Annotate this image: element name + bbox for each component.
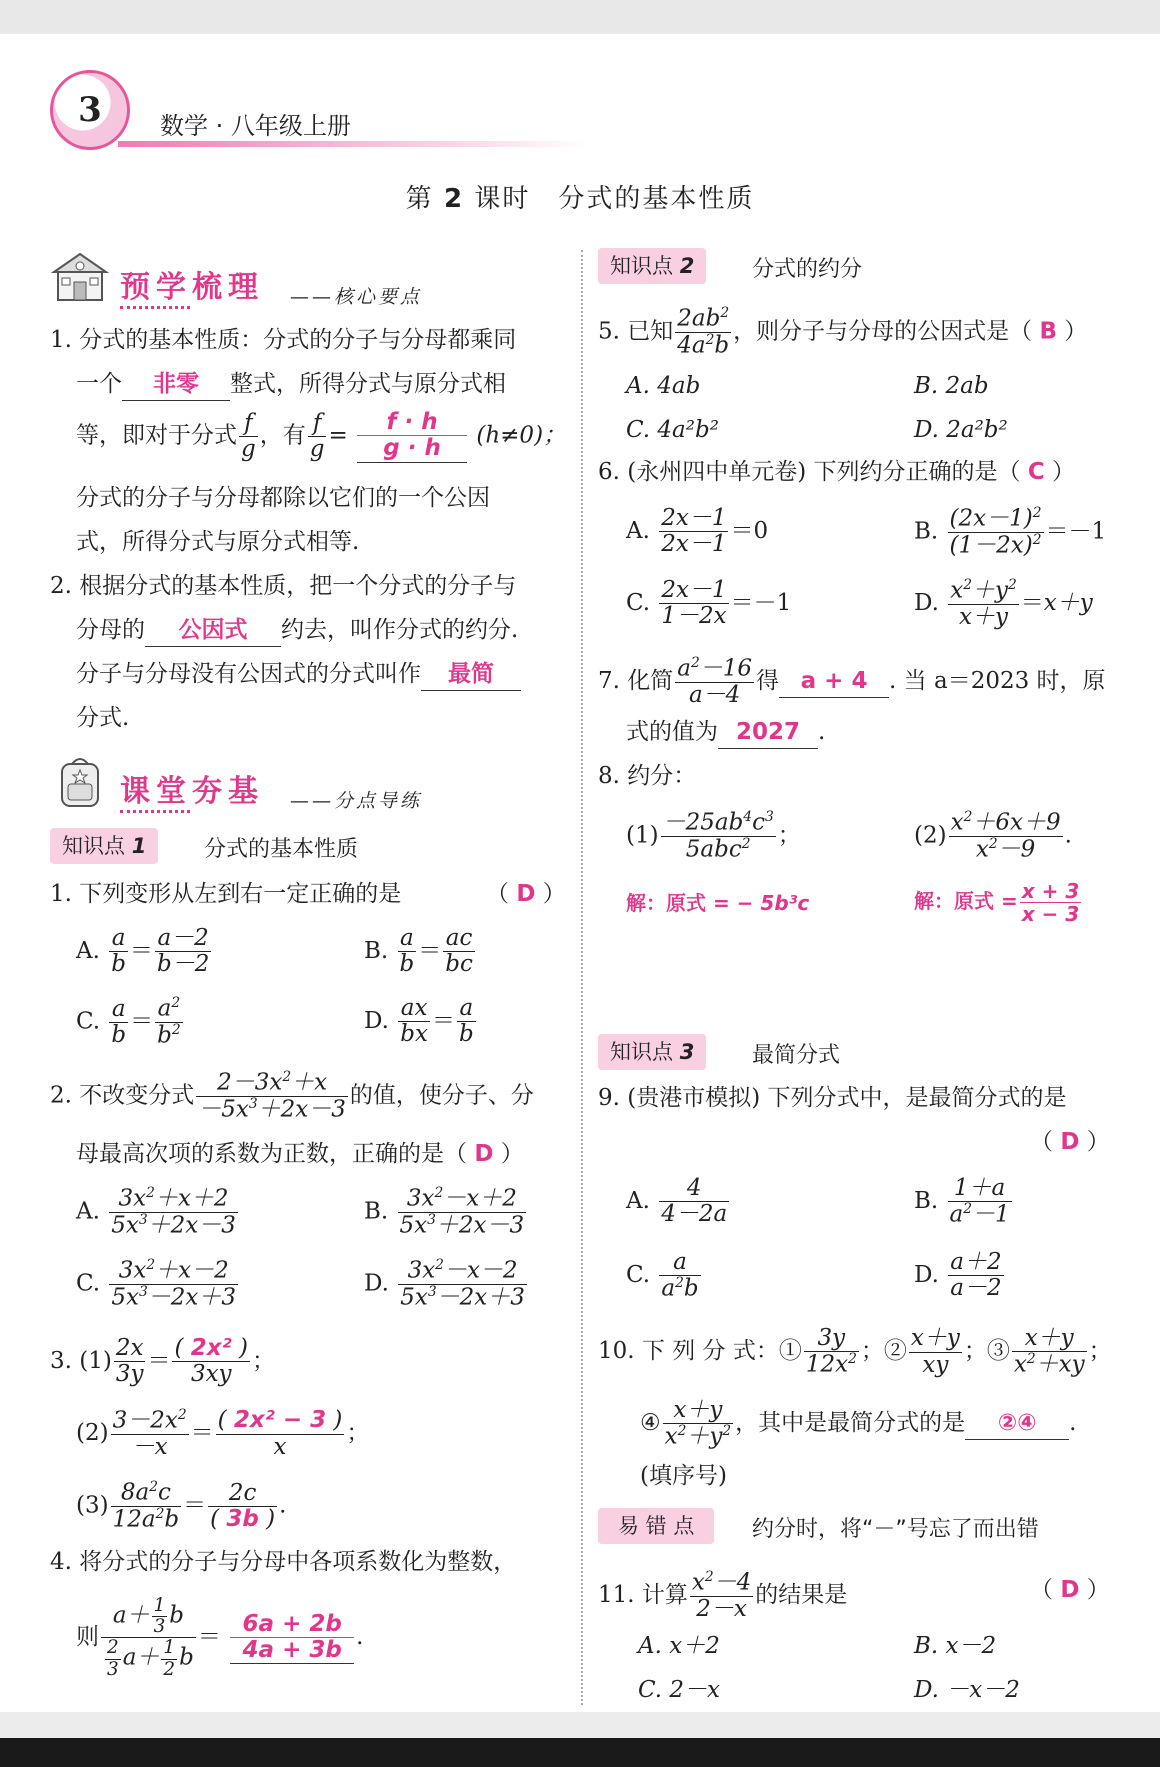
error-point-tag: 易 错 点 <box>598 1508 714 1544</box>
q8-part2: (2) $\frac{x^2+6x+9}{x^2-9}$ . <box>914 809 1072 863</box>
q8-solution1: 解：原式 = − 5b³c <box>626 891 810 915</box>
blank-fraction-answer: $\frac{f \cdot h}{g \cdot h}$ <box>357 410 467 463</box>
classroom-section-title: 课堂夯基 <box>120 766 264 810</box>
preview-item1-line5: 式，所得分式与原分式相等. <box>76 529 360 555</box>
header-rule <box>118 141 588 147</box>
preview-item2-line1: 2. 根据分式的基本性质，把一个分式的分子与 <box>50 573 517 599</box>
q9-option-c: C. $\frac{a}{a^2b}$ <box>626 1249 699 1302</box>
q9-stem: 9. (贵港市模拟) 下列分式中，是最简分式的是 <box>598 1085 1067 1111</box>
knowledge-point-1-tag: 知识点 1 <box>50 828 158 864</box>
q3-part2: (2) $\frac{3-2x^2}{-x}$ ＝ $\frac{\text{( 2x² − 3 )}}{x}$ ； <box>76 1407 370 1460</box>
q6-option-b: B. $\frac{(2x-1)^2}{(1-2x)^2}$ ＝－1 <box>914 505 1107 559</box>
q7-answer1: a + 4 <box>779 667 889 698</box>
knowledge-point-3-title: 最简分式 <box>752 1043 841 1068</box>
preview-item1-line4: 分式的分子与分母都除以它们的一个公因 <box>76 485 490 511</box>
preview-item1-line1: 1. 分式的基本性质：分式的分子与分母都乘同 <box>50 327 517 353</box>
q3-part3: (3) $\frac{8a^2c}{12a^2b}$ ＝ $\frac{2c}{( 3b )}$ . <box>76 1479 287 1533</box>
knowledge-point-3-tag: 知识点 3 <box>598 1034 706 1070</box>
page-number-badge <box>50 70 130 150</box>
page-number: 3 <box>78 90 102 130</box>
q6-option-d: D. $\frac{x^2+y^2}{x+y}$ ＝x＋y <box>914 577 1093 630</box>
school-icon <box>50 248 110 308</box>
q8-solution2: 解：原式 = $\frac{x + 3}{x - 3}$ <box>914 879 1080 926</box>
q5-option-b: B. 2ab <box>914 373 989 399</box>
q6-option-c: C. $\frac{2x-1}{1-2x}$ ＝－1 <box>626 577 792 630</box>
q1-option-c: C. $\frac{a}{b}$ ＝ $\frac{a^2}{b^2}$ <box>76 995 181 1049</box>
q10-answer: ②④ <box>965 1409 1069 1440</box>
blank-common-factor: 公因式 <box>145 616 281 647</box>
q10-stem-line2: ④ $\frac{x+y}{x^2+y^2}$ ，其中是最简分式的是 ②④ . <box>640 1397 1077 1450</box>
q4-stem: 4. 将分式的分子与分母中各项系数化为整数， <box>50 1549 517 1575</box>
error-point-title: 约分时，将“－”号忘了而出错 <box>752 1517 1039 1542</box>
q5-option-c: C. 4a²b² <box>626 417 719 443</box>
q3-answer3: 3b <box>226 1505 259 1532</box>
q5-option-a: A. 4ab <box>626 373 701 399</box>
q8-stem: 8. 约分： <box>598 763 697 789</box>
q2-option-c: C. $\frac{3x^2+x-2}{5x^3-2x+3}$ <box>76 1257 237 1311</box>
q9-option-b: B. $\frac{1+a}{a^2-1}$ <box>914 1175 1010 1228</box>
backpack-icon <box>50 752 110 812</box>
q5-answer: B <box>1039 318 1057 345</box>
q1-option-d: D. $\frac{ax}{bx}$ ＝ $\frac{a}{b}$ <box>364 995 474 1048</box>
q1-stem: 1. 下列变形从左到右一定正确的是 <box>50 881 402 907</box>
q10-stem-line1: 10. 下 列 分 式：① $\frac{3y}{12x^2}$ ；② $\frac{x+y}{xy}$ ；③ $\frac{x+y}{x^2+xy}$ ； <box>598 1325 1112 1378</box>
q1-answer-bracket: （ D ） <box>486 881 566 907</box>
q2-stem-line2: 母最高次项的系数为正数，正确的是（ D ） <box>76 1141 524 1167</box>
preview-section-title: 预学梳理 <box>120 262 264 306</box>
bottom-border <box>0 1712 1160 1738</box>
q7-stem-line1: 7. 化简 $\frac{a^2-16}{a-4}$ 得 a + 4 . 当 a＝2023 时，原 <box>598 655 1106 708</box>
q9-answer: D <box>1060 1129 1080 1155</box>
q9-option-d: D. $\frac{a+2}{a-2}$ <box>914 1249 1002 1302</box>
q2-option-b: B. $\frac{3x^2-x+2}{5x^3+2x-3}$ <box>364 1185 525 1239</box>
preview-item2-line3: 分子与分母没有公因式的分式叫作 最简 <box>76 660 521 691</box>
q2-answer: D <box>474 1141 494 1167</box>
preview-item2-line4: 分式. <box>76 705 130 731</box>
q8-part1: (1) $-25ab^4c^3$ 5abc$^2$ ； <box>626 809 801 863</box>
q9-option-a: A. $\frac{4}{4-2a}$ <box>626 1175 728 1228</box>
q2-option-a: A. $\frac{3x^2+x+2}{5x^3+2x-3}$ <box>76 1185 236 1239</box>
top-border <box>0 0 1160 34</box>
preview-item1-line2: 一个 非零 整式，所得分式与原分式相 <box>76 370 506 401</box>
q7-stem-line2: 式的值为 2027 . <box>626 718 825 749</box>
classroom-section-subtitle: ——分点导练 <box>290 790 423 812</box>
book-title: 数学 · 八年级上册 <box>160 112 351 140</box>
q11-answer-bracket: （ D ） <box>1030 1577 1110 1603</box>
q11-option-d: D. －x－2 <box>914 1677 1020 1703</box>
blank-simplest: 最简 <box>421 660 521 691</box>
q11-answer: D <box>1060 1577 1080 1603</box>
q5-stem: 5. 已知 $\frac{2ab^2}{4a^2b}$ ，则分子与分母的公因式是（ B ） <box>598 305 1088 359</box>
q6-answer: C <box>1027 459 1045 485</box>
q3-part1: 3. (1) $\frac{2x}{3y}$ ＝ $\frac{\text{( 2x² )}}{3xy}$ ； <box>50 1335 275 1388</box>
q3-answer2: 2x² − 3 <box>233 1407 327 1434</box>
bottom-bar <box>0 1738 1160 1767</box>
q4-expression: 则 a＋ $\frac{1}{3}$ b $\frac{2}{3}$ a＋ $\frac{1}{2}$ b ＝ $\frac{6a + 2b}{4a + 3b}$ . <box>76 1595 364 1680</box>
q3-answer1: 2x² <box>190 1335 232 1361</box>
q5-option-d: D. 2a²b² <box>914 417 1008 443</box>
knowledge-point-1-title: 分式的基本性质 <box>204 837 359 862</box>
preview-section-subtitle: ——核心要点 <box>290 286 423 308</box>
blank-nonzero: 非零 <box>122 370 230 401</box>
q1-option-b: B. $\frac{a}{b}$ ＝ $\frac{ac}{bc}$ <box>364 925 473 978</box>
q2-option-d: D. $\frac{3x^2-x-2}{5x^3-2x+3}$ <box>364 1257 525 1311</box>
q7-answer2: 2027 <box>718 718 818 749</box>
q6-option-a: A. $\frac{2x-1}{2x-1}$ ＝0 <box>626 505 769 558</box>
q11-option-b: B. x－2 <box>914 1633 997 1659</box>
q9-answer-bracket: （ D ） <box>1030 1129 1110 1155</box>
preview-item2-line2: 分母的 公因式 约去，叫作分式的约分. <box>76 616 518 647</box>
knowledge-point-2-tag: 知识点 2 <box>598 248 706 284</box>
q11-option-c: C. 2－x <box>638 1677 721 1703</box>
q11-stem: 11. 计算 $\frac{x^2-4}{2-x}$ 的结果是 <box>598 1569 848 1622</box>
q2-stem-line1: 2. 不改变分式 $\frac{2-3x^2+x}{-5x^3+2x-3}$ 的值，使分子、分 <box>50 1069 534 1123</box>
knowledge-point-2-title: 分式的约分 <box>752 257 863 282</box>
lesson-title: 第 2 课时 分式的基本性质 <box>405 184 755 214</box>
q10-note: (填序号) <box>640 1463 727 1489</box>
q1-option-a: A. $\frac{a}{b}$ ＝ $\frac{a-2}{b-2}$ <box>76 925 210 978</box>
column-divider <box>581 250 583 1705</box>
q4-answer: $\frac{6a + 2b}{4a + 3b}$ <box>230 1612 354 1665</box>
q1-answer: D <box>516 881 536 907</box>
q11-option-a: A. x＋2 <box>638 1633 720 1659</box>
preview-item1-line3: 等，即对于分式 $\frac{f}{g}$ ，有 $\frac{f}{g}$ = $\frac{f \cdot h}{g \cdot h}$ (h≠0)； <box>76 409 567 462</box>
q6-stem: 6. (永州四中单元卷) 下列约分正确的是（ C ） <box>598 459 1076 485</box>
